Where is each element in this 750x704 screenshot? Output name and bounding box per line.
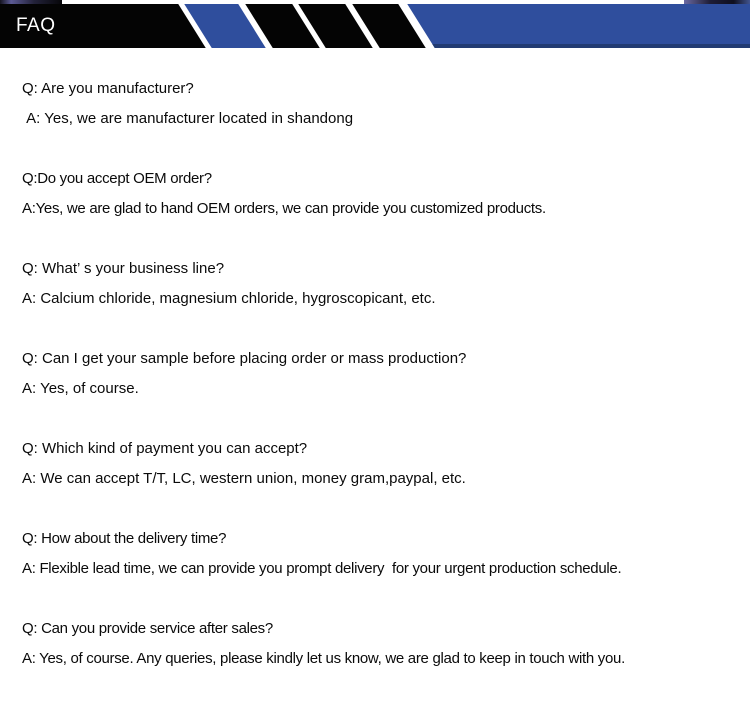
banner-blue-band <box>407 4 750 48</box>
faq-question: Q: Can I get your sample before placing order or mass production? <box>22 350 467 367</box>
faq-answer: A: Calcium chloride, magnesium chloride, hygroscopicant, etc. <box>22 290 436 307</box>
faq-item <box>22 614 730 704</box>
faq-answer: A:Yes, we are glad to hand OEM orders, we can provide you customized products. <box>22 200 546 217</box>
faq-answer: A: We can accept T/T, LC, western union, money gram,paypal, etc. <box>22 470 466 487</box>
faq-question: Q: Are you manufacturer? <box>22 80 194 97</box>
faq-answer: A: Yes, of course. Any queries, please kindly let us know, we are glad to keep in touch with you. <box>22 650 625 667</box>
faq-answer: A: Yes, of course. <box>22 380 139 397</box>
faq-content <box>0 48 750 704</box>
faq-banner <box>0 4 750 48</box>
faq-item <box>22 434 730 524</box>
faq-question: Q: What’ s your business line? <box>22 260 225 277</box>
faq-item <box>22 254 730 344</box>
faq-question: Q: Which kind of payment you can accept? <box>22 440 308 457</box>
faq-answer: A: Yes, we are manufacturer located in shandong <box>22 110 354 127</box>
faq-item <box>22 524 730 614</box>
faq-item <box>22 74 730 164</box>
faq-question: Q:Do you accept OEM order? <box>22 170 212 187</box>
faq-item <box>22 164 730 254</box>
faq-question: Q: Can you provide service after sales? <box>22 620 273 637</box>
faq-answer: A: Flexible lead time, we can provide you prompt delivery for your urgent production schedule. <box>22 560 622 577</box>
faq-item <box>22 344 730 434</box>
faq-question: Q: How about the delivery time? <box>22 530 227 547</box>
faq-banner-title: FAQ <box>16 15 56 36</box>
